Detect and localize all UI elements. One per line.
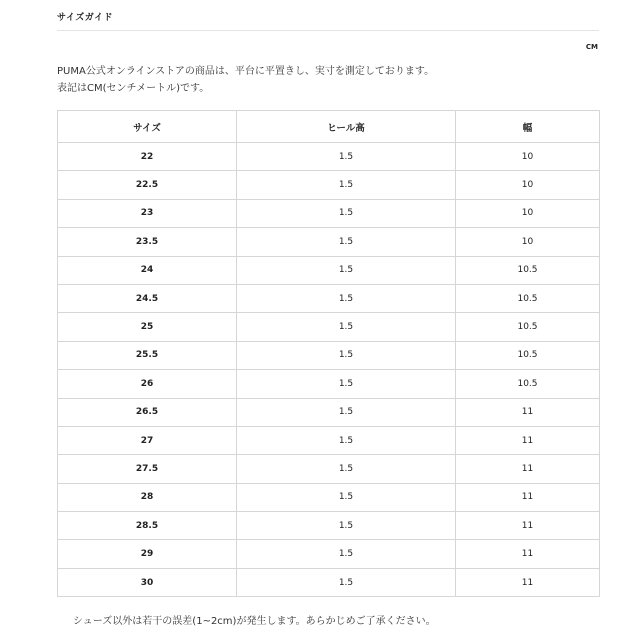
width-cell: 11 bbox=[456, 398, 600, 426]
width-cell: 11 bbox=[456, 568, 600, 596]
size-cell: 28 bbox=[58, 483, 237, 511]
width-cell: 10.5 bbox=[456, 284, 600, 312]
width-cell: 11 bbox=[456, 426, 600, 454]
column-header-size: サイズ bbox=[58, 111, 237, 143]
table-header-row bbox=[58, 111, 600, 143]
width-cell: 10.5 bbox=[456, 313, 600, 341]
heel-height-cell: 1.5 bbox=[237, 143, 456, 171]
size-cell: 26 bbox=[58, 370, 237, 398]
table-row bbox=[58, 256, 600, 284]
width-cell: 11 bbox=[456, 540, 600, 568]
heel-height-cell: 1.5 bbox=[237, 483, 456, 511]
width-cell: 10 bbox=[456, 143, 600, 171]
heel-height-cell: 1.5 bbox=[237, 199, 456, 227]
header-divider bbox=[57, 30, 599, 31]
heel-height-cell: 1.5 bbox=[237, 341, 456, 369]
table-row bbox=[58, 426, 600, 454]
heel-height-cell: 1.5 bbox=[237, 171, 456, 199]
table-row bbox=[58, 540, 600, 568]
table-row bbox=[58, 370, 600, 398]
description-line-2: 表記はCM(センチメートル)です。 bbox=[57, 83, 210, 94]
width-cell: 11 bbox=[456, 455, 600, 483]
table-row bbox=[58, 568, 600, 596]
width-cell: 10 bbox=[456, 171, 600, 199]
heel-height-cell: 1.5 bbox=[237, 540, 456, 568]
size-cell: 23.5 bbox=[58, 228, 237, 256]
width-cell: 10 bbox=[456, 228, 600, 256]
table-row bbox=[58, 284, 600, 312]
size-cell: 24.5 bbox=[58, 284, 237, 312]
description-line-1: PUMA公式オンラインストアの商品は、平台に平置きし、実寸を測定しております。 bbox=[57, 66, 435, 77]
size-cell: 28.5 bbox=[58, 512, 237, 540]
heel-height-cell: 1.5 bbox=[237, 256, 456, 284]
size-cell: 26.5 bbox=[58, 398, 237, 426]
tolerance-note: シューズ以外は若干の誤差(1~2cm)が発生します。あらかじめご了承ください。 bbox=[73, 616, 436, 627]
size-guide-title: サイズガイド bbox=[57, 13, 114, 23]
table-row bbox=[58, 313, 600, 341]
column-header-width: 幅 bbox=[456, 111, 600, 143]
heel-height-cell: 1.5 bbox=[237, 455, 456, 483]
size-cell: 27 bbox=[58, 426, 237, 454]
width-cell: 11 bbox=[456, 483, 600, 511]
size-table bbox=[57, 110, 600, 597]
heel-height-cell: 1.5 bbox=[237, 313, 456, 341]
size-cell: 22 bbox=[58, 143, 237, 171]
table-row bbox=[58, 341, 600, 369]
width-cell: 10 bbox=[456, 199, 600, 227]
table-body bbox=[58, 143, 600, 597]
description bbox=[57, 63, 434, 97]
heel-height-cell: 1.5 bbox=[237, 370, 456, 398]
table-row bbox=[58, 143, 600, 171]
table-row bbox=[58, 512, 600, 540]
heel-height-cell: 1.5 bbox=[237, 512, 456, 540]
unit-label: CM bbox=[585, 43, 598, 51]
table-row bbox=[58, 455, 600, 483]
width-cell: 10.5 bbox=[456, 256, 600, 284]
table-row bbox=[58, 228, 600, 256]
width-cell: 10.5 bbox=[456, 370, 600, 398]
heel-height-cell: 1.5 bbox=[237, 284, 456, 312]
size-cell: 23 bbox=[58, 199, 237, 227]
size-cell: 22.5 bbox=[58, 171, 237, 199]
heel-height-cell: 1.5 bbox=[237, 568, 456, 596]
table-row bbox=[58, 398, 600, 426]
heel-height-cell: 1.5 bbox=[237, 398, 456, 426]
table-row bbox=[58, 483, 600, 511]
width-cell: 11 bbox=[456, 512, 600, 540]
table-row bbox=[58, 171, 600, 199]
size-cell: 25.5 bbox=[58, 341, 237, 369]
width-cell: 10.5 bbox=[456, 341, 600, 369]
column-header-heel-height: ヒール高 bbox=[237, 111, 456, 143]
size-cell: 30 bbox=[58, 568, 237, 596]
size-cell: 27.5 bbox=[58, 455, 237, 483]
table-row bbox=[58, 199, 600, 227]
size-cell: 29 bbox=[58, 540, 237, 568]
size-cell: 25 bbox=[58, 313, 237, 341]
size-cell: 24 bbox=[58, 256, 237, 284]
heel-height-cell: 1.5 bbox=[237, 426, 456, 454]
heel-height-cell: 1.5 bbox=[237, 228, 456, 256]
